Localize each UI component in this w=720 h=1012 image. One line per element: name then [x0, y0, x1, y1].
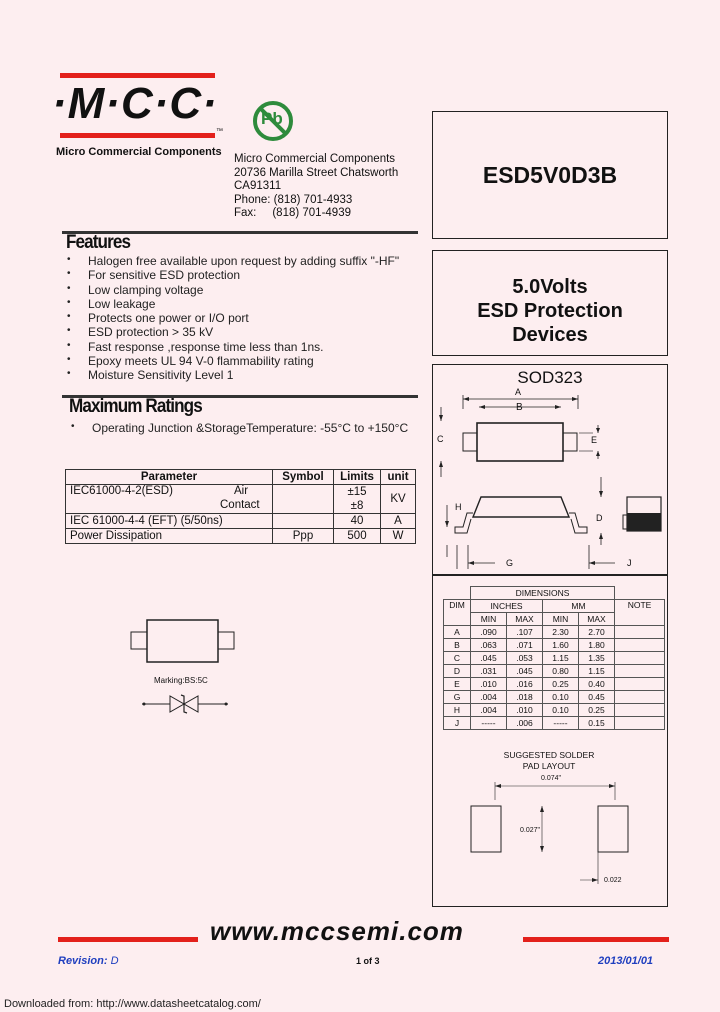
dim-cell: H: [444, 704, 471, 717]
dim-cell: .053: [507, 652, 543, 665]
dim-cell: .107: [507, 626, 543, 639]
table-row: [444, 652, 665, 665]
dim-cell: [615, 717, 665, 730]
features-title: Features: [66, 232, 131, 253]
dim-cell: .045: [507, 665, 543, 678]
col-note: NOTE: [615, 600, 665, 626]
unit-cell: A: [381, 514, 416, 529]
max-ratings-title: Maximum Ratings: [69, 396, 202, 417]
dim-label-e: E: [591, 435, 598, 445]
sub-max: MAX: [579, 613, 615, 626]
desc-line-3: Devices: [512, 324, 588, 346]
dim-cell: [615, 652, 665, 665]
dim-label-g: G: [506, 558, 514, 568]
dim-cell: -----: [543, 717, 579, 730]
revision-value: D: [110, 955, 119, 967]
feature-item: • ESD protection > 35 kV: [66, 325, 426, 339]
dim-cell: .018: [507, 691, 543, 704]
dim-cell: .045: [471, 652, 507, 665]
table-row: [66, 514, 416, 529]
dim-cell: .004: [471, 704, 507, 717]
dim-label-b: B: [516, 402, 523, 413]
limit-cell: [334, 485, 381, 514]
footer-bar-left: [58, 937, 198, 942]
dim-cell: [615, 678, 665, 691]
footer-url[interactable]: www.mccsemi.com: [210, 916, 464, 946]
sub-min: MIN: [471, 613, 507, 626]
param-cell: [66, 485, 273, 514]
logo-subtitle: Micro Commercial Components: [56, 146, 222, 158]
dimensions-table: [443, 586, 665, 730]
col-symbol: Symbol: [273, 470, 334, 485]
table-row: [444, 704, 665, 717]
table-row: [66, 529, 416, 544]
dim-cell: [615, 691, 665, 704]
solder-dim-top: 0.074": [541, 775, 562, 782]
dim-cell: -----: [471, 717, 507, 730]
table-row: [444, 626, 665, 639]
pb-free-badge: [250, 98, 296, 144]
col-unit: unit: [381, 470, 416, 485]
page-number: 1 of 3: [356, 956, 380, 966]
dim-cell: 0.80: [543, 665, 579, 678]
dim-cell: D: [444, 665, 471, 678]
rating-item: • Operating Junction &StorageTemperature: -55°C to +150°C: [70, 421, 430, 435]
dim-cell: 0.10: [543, 704, 579, 717]
dim-cell: 0.25: [543, 678, 579, 691]
dim-cell: 2.30: [543, 626, 579, 639]
part-number: ESD5V0D3B: [482, 162, 618, 188]
revision-label: Revision:: [58, 955, 108, 967]
feature-item: • Protects one power or I/O port: [66, 311, 426, 325]
dim-cell: .063: [471, 639, 507, 652]
feature-item: • Fast response ,response time less than 1ns.: [66, 340, 426, 354]
dim-cell: .090: [471, 626, 507, 639]
dim-cell: 0.45: [579, 691, 615, 704]
dim-header-row: [444, 600, 665, 613]
footer-bar-right: [523, 937, 669, 942]
feature-item: • Low clamping voltage: [66, 283, 426, 297]
solder-pad-drawing: [460, 772, 640, 892]
max-ratings-list: [70, 421, 430, 435]
table-row: [444, 678, 665, 691]
dim-cell: 0.15: [579, 717, 615, 730]
dim-title-spacer: [615, 587, 665, 600]
param-name: IEC61000-4-2(ESD): [70, 485, 173, 497]
table-row: [444, 717, 665, 730]
dim-cell: .031: [471, 665, 507, 678]
dim-cell: 1.80: [579, 639, 615, 652]
param-air: Air: [234, 485, 249, 497]
package-outline-drawing: [433, 385, 665, 573]
col-mm: MM: [543, 600, 615, 613]
revision-date: 2013/01/01: [598, 955, 654, 967]
limit-air: ±15: [347, 486, 367, 498]
dim-cell: 1.35: [579, 652, 615, 665]
table-row: [444, 665, 665, 678]
col-inches: INCHES: [471, 600, 543, 613]
dim-cell: J: [444, 717, 471, 730]
limit-cell: 500: [334, 529, 381, 544]
dim-cell: .071: [507, 639, 543, 652]
download-source[interactable]: Downloaded from: http://www.datasheetcatalog.com/: [4, 998, 261, 1010]
dim-label-d: D: [596, 513, 603, 523]
dim-cell: [615, 626, 665, 639]
param-cell: Power Dissipation: [66, 529, 273, 544]
dim-cell: .004: [471, 691, 507, 704]
symbol-cell: Ppp: [273, 529, 334, 544]
solder-dim-side: 0.027": [520, 827, 541, 834]
dim-cell: 0.25: [579, 704, 615, 717]
dim-cell: [615, 639, 665, 652]
dim-cell: .010: [507, 704, 543, 717]
solder-title-1: SUGGESTED SOLDER: [503, 750, 595, 760]
logo-tm: ™: [216, 128, 223, 135]
table-row: [444, 691, 665, 704]
table-header-row: [66, 470, 416, 485]
limit-cell: 40: [334, 514, 381, 529]
dim-title-spacer: [444, 587, 471, 600]
solder-title-2: PAD LAYOUT: [522, 761, 576, 771]
revision: [58, 955, 119, 967]
symbol-cell: [273, 514, 334, 529]
dim-label-j: J: [627, 558, 632, 568]
dim-cell: 0.40: [579, 678, 615, 691]
product-desc-box: [432, 250, 668, 356]
dim-title: DIMENSIONS: [471, 587, 615, 600]
dim-label-h: H: [455, 502, 462, 512]
ratings-table: [65, 469, 416, 544]
dim-cell: 2.70: [579, 626, 615, 639]
feature-item: • Moisture Sensitivity Level 1: [66, 368, 426, 382]
bidirectional-diode-symbol: [140, 690, 230, 718]
solder-title: [433, 750, 665, 772]
dim-cell: 0.10: [543, 691, 579, 704]
package-name: SOD323: [517, 368, 583, 387]
unit-cell: KV: [381, 485, 416, 514]
marking-package-drawing: [125, 614, 240, 674]
solder-dim-bottom: 0.022: [604, 877, 622, 884]
dim-cell: .016: [507, 678, 543, 691]
dim-cell: 1.15: [543, 652, 579, 665]
marking-label: Marking:BS:5C: [154, 676, 208, 685]
dim-cell: C: [444, 652, 471, 665]
dim-cell: A: [444, 626, 471, 639]
dim-cell: 1.15: [579, 665, 615, 678]
dim-label-a: A: [515, 387, 522, 397]
address-line: Phone: (818) 701-4933: [234, 193, 353, 206]
col-parameter: Parameter: [66, 470, 273, 485]
col-dim: DIM: [444, 600, 471, 626]
table-row: [444, 639, 665, 652]
table-row: [66, 485, 416, 514]
logo-bottom-bar: [60, 133, 215, 138]
dim-label-c: C: [437, 434, 444, 444]
dim-cell: 1.60: [543, 639, 579, 652]
pb-badge-text: Pb: [261, 109, 283, 128]
logo-text: ·M·C·C·: [52, 79, 218, 128]
dim-title-row: [444, 587, 665, 600]
features-list: [66, 254, 426, 383]
dim-cell: E: [444, 678, 471, 691]
symbol-cell: [273, 485, 334, 514]
feature-item: • Epoxy meets UL 94 V-0 flammability rating: [66, 354, 426, 368]
param-contact: Contact: [220, 499, 260, 511]
limit-contact: ±8: [350, 500, 364, 512]
sub-max: MAX: [507, 613, 543, 626]
address-line: Fax: (818) 701-4939: [234, 207, 351, 219]
param-cell: IEC 61000-4-4 (EFT) (5/50ns): [66, 514, 273, 529]
feature-item: • Halogen free available upon request by adding suffix "-HF": [66, 254, 426, 268]
dim-cell: [615, 704, 665, 717]
part-number-box: [432, 111, 668, 239]
desc-line-1: 5.0Volts: [512, 276, 588, 298]
address-line: CA91311: [234, 180, 282, 192]
desc-line-2: ESD Protection: [477, 300, 623, 322]
feature-item: • For sensitive ESD protection: [66, 268, 426, 282]
dim-cell: .006: [507, 717, 543, 730]
dim-cell: .010: [471, 678, 507, 691]
address-line: Micro Commercial Components: [234, 153, 396, 165]
dim-cell: B: [444, 639, 471, 652]
col-limits: Limits: [334, 470, 381, 485]
company-address: [234, 153, 398, 221]
feature-item: • Low leakage: [66, 297, 426, 311]
unit-cell: W: [381, 529, 416, 544]
address-line: 20736 Marilla Street Chatsworth: [234, 166, 399, 179]
dim-cell: [615, 665, 665, 678]
dim-cell: G: [444, 691, 471, 704]
logo-top-bar: [60, 73, 215, 78]
sub-min: MIN: [543, 613, 579, 626]
